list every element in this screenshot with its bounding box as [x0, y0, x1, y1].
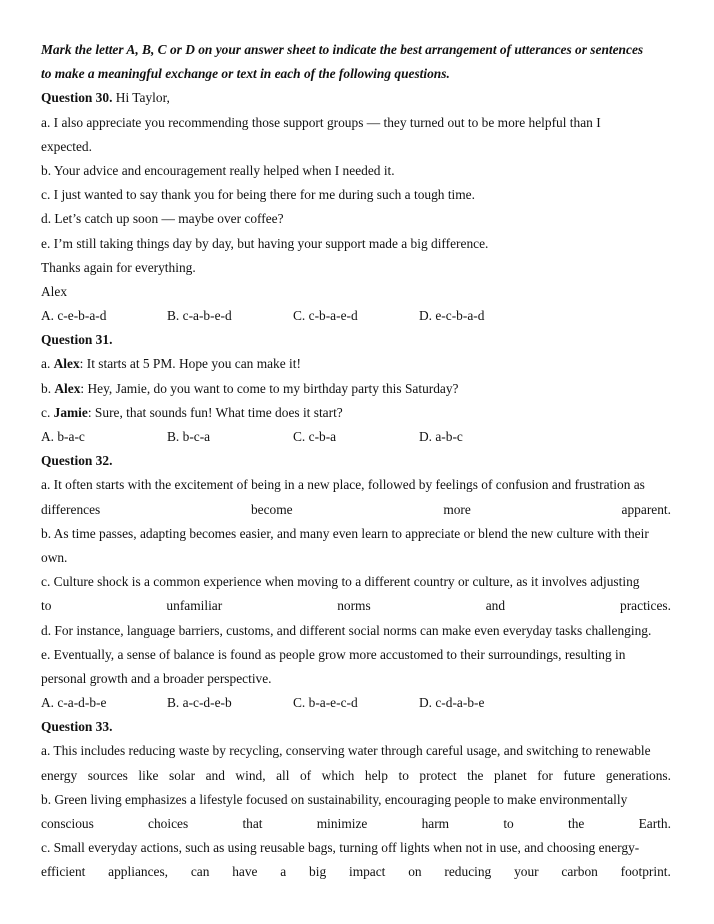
justified-word: norms [337, 598, 371, 614]
justified-word: solar [169, 767, 196, 783]
q30-item-c: c. I just wanted to say thank you for being there for me during such a tough time. [41, 187, 475, 203]
justified-word: the [567, 816, 585, 831]
q33-item-c-line-2 [41, 860, 671, 884]
q30-heading [41, 86, 671, 110]
justified-word: on [408, 864, 422, 880]
q33-label: Question 33. [41, 719, 113, 735]
q32-label: Question 32. [41, 453, 113, 469]
q33-item-a-line-2 [41, 764, 671, 788]
justified-word: protect [419, 767, 457, 783]
justified-word: have [232, 864, 258, 880]
q30-item-e: e. I’m still taking things day by day, but having your support made a big difference. [41, 235, 489, 251]
exam-page [41, 38, 671, 885]
q31-b-speaker: Alex [54, 380, 81, 396]
q33-item-b-line-2 [41, 812, 671, 836]
justified-word: to [398, 767, 409, 783]
justified-word: energy [41, 767, 78, 783]
justified-word: choices [148, 816, 189, 831]
q32-item-e-line-2: personal growth and a broader perspective. [41, 670, 272, 686]
justified-word: reducing [444, 864, 492, 880]
justified-word: and [205, 767, 225, 783]
justified-word: conscious [41, 816, 94, 831]
q32-item-e-line-1: e. Eventually, a sense of balance is found as people grow more accustomed to their surroundings, resulting in [41, 646, 626, 662]
q30-closing: Thanks again for everything. [41, 259, 196, 275]
justified-word: carbon [561, 864, 598, 880]
q30-label: Question 30. [41, 90, 113, 106]
q30-item-a-line-2: expected. [41, 138, 92, 154]
q31-option-d[interactable]: D. a-b-c [419, 429, 463, 444]
q33-heading [41, 715, 671, 739]
q30-option-d[interactable]: D. e-c-b-a-d [419, 308, 485, 324]
instruction-line-1: Mark the letter A, B, C or D on your answer sheet to indicate the best arrangement of utterances or sentences [41, 42, 644, 57]
q33-item-c-line-1: c. Small everyday actions, such as using reusable bags, turning off lights when not in use, and choosing energy- [41, 840, 640, 856]
q31-heading [41, 328, 671, 352]
q31-c-prefix: c. [41, 404, 54, 420]
q31-a-text: : It starts at 5 PM. Hope you can make it! [79, 356, 301, 372]
justified-word: wind, [235, 767, 266, 783]
q32-option-c[interactable]: C. b-a-e-c-d [293, 695, 358, 711]
q30-signature: Alex [41, 283, 68, 299]
justified-word: to [503, 816, 514, 831]
q30-options [41, 304, 671, 328]
justified-word: your [514, 864, 539, 880]
q31-b-prefix: b. [41, 380, 55, 396]
q31-item-b [41, 377, 671, 401]
justified-word: a [280, 864, 287, 880]
q32-item-c-line-1: c. Culture shock is a common experience when moving to a different country or culture, as it involves adjusting [41, 574, 640, 590]
justified-word: harm [421, 816, 450, 831]
justified-word: of [299, 767, 312, 783]
justified-word: impact [348, 864, 386, 880]
justified-word: apparent. [621, 501, 671, 517]
q32-option-a[interactable]: A. c-a-d-b-e [41, 695, 107, 711]
justified-word: become [250, 501, 293, 517]
q31-a-speaker: Alex [53, 356, 80, 372]
justified-word: the [467, 767, 484, 783]
q32-options [41, 691, 671, 715]
justified-word: big [309, 864, 327, 880]
justified-word: planet [494, 767, 527, 783]
justified-word: more [443, 501, 471, 517]
q33-item-a-line-1: a. This includes reducing waste by recycling, conserving water through careful usage, and switching to renewable [41, 743, 651, 759]
q32-item-d: d. For instance, language barriers, customs, and different social norms can make even everyday tasks challenging. [41, 622, 652, 638]
q31-item-c [41, 401, 671, 425]
justified-word: Earth. [638, 816, 671, 831]
justified-word: footprint. [620, 864, 671, 880]
q32-item-a-line-1: a. It often starts with the excitement of being in a new place, followed by feelings of confusion and frustration as [41, 477, 645, 493]
q32-item-a-line-2 [41, 498, 671, 522]
justified-word: like [138, 767, 159, 783]
q32-item-c-line-2 [41, 594, 671, 618]
q31-label: Question 31. [41, 332, 113, 348]
justified-word: all [276, 767, 290, 783]
justified-word: can [190, 864, 210, 880]
justified-word: help [364, 767, 388, 783]
q31-item-a [41, 352, 671, 376]
q31-a-prefix: a. [41, 356, 54, 372]
q32-item-b-line-1: b. As time passes, adapting becomes easier, and many even learn to appreciate or blend the new culture with their [41, 525, 649, 541]
justified-word: minimize [316, 816, 368, 831]
q32-heading [41, 449, 671, 473]
justified-word: differences [41, 501, 101, 517]
q30-item-b: b. Your advice and encouragement really helped when I needed it. [41, 162, 395, 178]
justified-word: sources [87, 767, 128, 783]
q31-b-text: : Hey, Jamie, do you want to come to my birthday party this Saturday? [80, 380, 459, 396]
justified-word: unfamiliar [166, 598, 223, 614]
q31-options [41, 425, 671, 449]
justified-word: efficient [41, 864, 86, 880]
q30-option-c[interactable]: C. c-b-a-e-d [293, 308, 358, 324]
q30-greeting: Hi Taylor, [112, 90, 170, 106]
q30-item-a-line-1: a. I also appreciate you recommending those support groups — they turned out to be more helpful than I [41, 114, 601, 130]
justified-word: generations. [605, 767, 671, 783]
justified-word: appliances, [108, 864, 169, 880]
q33-item-b-line-1: b. Green living emphasizes a lifestyle focused on sustainability, encouraging people to make environmentally [41, 791, 628, 807]
justified-word: that [242, 816, 263, 831]
justified-word: to [41, 598, 52, 614]
q30-option-b[interactable]: B. c-a-b-e-d [167, 308, 232, 324]
q31-option-c[interactable]: C. c-b-a [293, 429, 337, 444]
q31-option-b[interactable]: B. b-c-a [167, 429, 211, 444]
justified-word: for [537, 767, 553, 783]
justified-word: which [321, 767, 355, 783]
q31-option-a[interactable]: A. b-a-c [41, 429, 85, 444]
justified-word: practices. [620, 598, 671, 614]
q32-option-b[interactable]: B. a-c-d-e-b [167, 695, 232, 711]
q32-item-b-line-2: own. [41, 549, 68, 565]
q30-item-d: d. Let’s catch up soon — maybe over coffee? [41, 211, 284, 227]
q32-option-d[interactable]: D. c-d-a-b-e [419, 695, 485, 711]
q31-c-text: : Sure, that sounds fun! What time does it start? [87, 404, 343, 420]
justified-word: future [563, 767, 596, 783]
q31-c-speaker: Jamie [53, 404, 88, 420]
q30-option-a[interactable]: A. c-e-b-a-d [41, 308, 107, 324]
instruction-line-2: to make a meaningful exchange or text in each of the following questions. [41, 66, 450, 82]
justified-word: and [485, 598, 506, 614]
